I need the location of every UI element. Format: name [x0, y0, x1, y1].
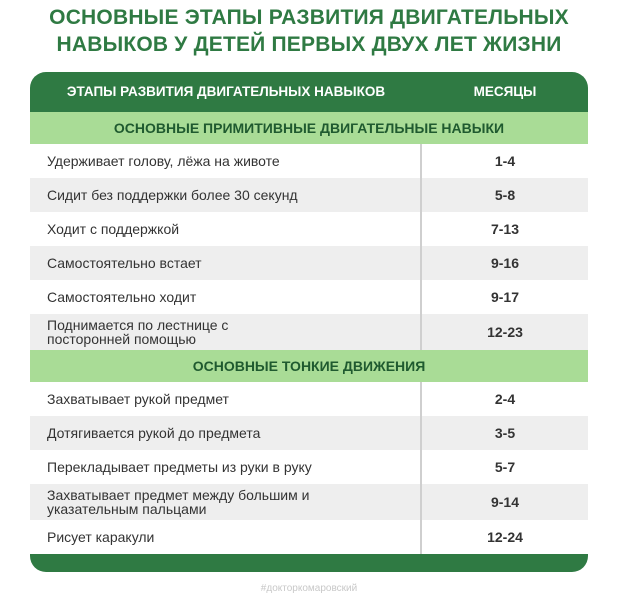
row-months: 3-5: [494, 425, 516, 441]
title-line-2: НАВЫКОВ У ДЕТЕЙ ПЕРВЫХ ДВУХ ЛЕТ ЖИЗНИ: [56, 33, 562, 56]
row-months: 2-4: [494, 391, 516, 407]
row-months: 12-23: [487, 324, 523, 340]
table-row: [30, 178, 588, 212]
row-label: Поднимается по лестнице с посторонней помощью: [47, 317, 229, 347]
row-label: Самостоятельно встает: [30, 246, 422, 280]
row-label-wrap: [30, 314, 422, 350]
section-title-fine-motor: ОСНОВНЫЕ ТОНКИЕ ДВИЖЕНИЯ: [30, 350, 588, 382]
row-label: Удерживает голову, лёжа на животе: [30, 144, 422, 178]
row-months: 5-7: [494, 459, 516, 475]
row-label: Самостоятельно ходит: [30, 280, 422, 314]
table-row: [30, 416, 588, 450]
row-months: 9-16: [490, 255, 520, 271]
row-months: 1-4: [494, 153, 516, 169]
watermark: #докторкомаровский: [260, 583, 358, 594]
row-months: 9-14: [490, 494, 520, 510]
row-label-wrap: [30, 484, 422, 520]
table-row: [30, 144, 588, 178]
page-title: [0, 4, 618, 58]
skills-table: [30, 72, 588, 572]
row-months: 7-13: [490, 221, 520, 237]
row-label: Ходит с поддержкой: [30, 212, 422, 246]
table-row: [30, 382, 588, 416]
table-row: [30, 314, 588, 350]
table-row: [30, 212, 588, 246]
table-row: [30, 520, 588, 554]
row-label: Захватывает предмет между большим и указательным пальцами: [47, 487, 310, 517]
section-title-gross-motor: ОСНОВНЫЕ ПРИМИТИВНЫЕ ДВИГАТЕЛЬНЫЕ НАВЫКИ: [30, 112, 588, 144]
row-label: Сидит без поддержки более 30 секунд: [30, 178, 422, 212]
row-label: Дотягивается рукой до предмета: [30, 416, 422, 450]
table-row: [30, 484, 588, 520]
row-months: 9-17: [490, 289, 520, 305]
header-stage: ЭТАПЫ РАЗВИТИЯ ДВИГАТЕЛЬНЫХ НАВЫКОВ: [66, 84, 386, 99]
row-label: Захватывает рукой предмет: [30, 382, 422, 416]
title-line-1: ОСНОВНЫЕ ЭТАПЫ РАЗВИТИЯ ДВИГАТЕЛЬНЫХ: [49, 6, 569, 29]
row-months: 12-24: [487, 529, 523, 545]
table-row: [30, 280, 588, 314]
row-months: 5-8: [494, 187, 516, 203]
row-label: Рисует каракули: [30, 520, 422, 554]
footer: [0, 572, 618, 600]
table-row: [30, 450, 588, 484]
table-row: [30, 246, 588, 280]
header-months: МЕСЯЦЫ: [473, 84, 537, 99]
row-label: Перекладывает предметы из руки в руку: [30, 450, 422, 484]
table-header: [30, 72, 588, 112]
